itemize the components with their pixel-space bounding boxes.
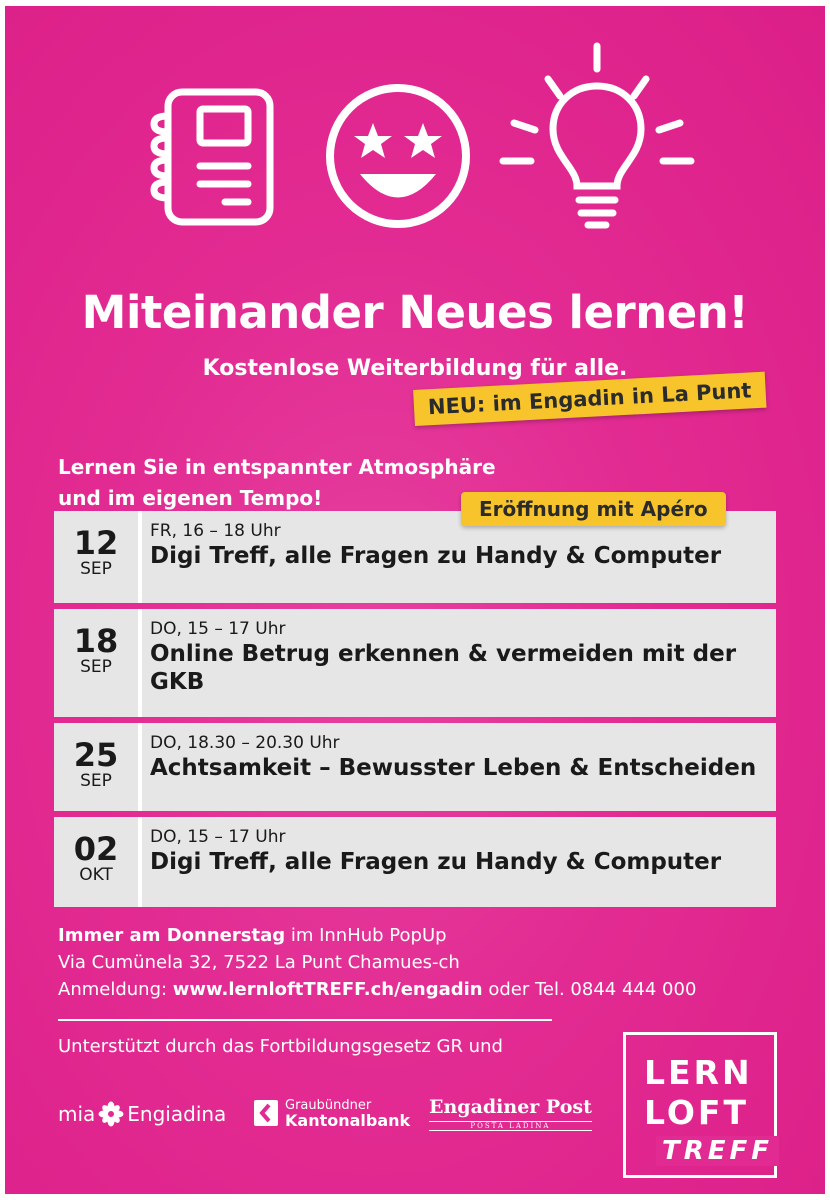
logo-line-2: LOFT xyxy=(644,1093,749,1132)
opening-badge: Eröffnung mit Apéro xyxy=(461,492,726,526)
registration-prefix: Anmeldung: xyxy=(58,979,173,1000)
subline: Kostenlose Weiterbildung für alle. xyxy=(202,356,628,381)
sponsor-engadiner-post xyxy=(429,1096,592,1131)
venue-name: im InnHub PopUp xyxy=(285,925,447,946)
logo-line-3: TREFF xyxy=(656,1136,779,1166)
intro-line-2: und im eigenen Tempo! xyxy=(58,486,323,510)
mia-suffix: Engiadina xyxy=(127,1102,227,1126)
event-item xyxy=(54,723,776,811)
event-date xyxy=(54,723,138,811)
intro-line-1: Lernen Sie in entspannter Atmosphäre xyxy=(58,455,496,479)
star-eyes-smiley-icon xyxy=(330,88,466,224)
poster xyxy=(5,6,825,1194)
new-location-badge: NEU: im Engadin in La Punt xyxy=(413,372,766,426)
event-day: 02 xyxy=(73,830,119,868)
event-title: Digi Treff, alle Fragen zu Handy & Computer xyxy=(150,849,722,875)
event-title: Digi Treff, alle Fragen zu Handy & Computer xyxy=(150,543,722,569)
event-day: 25 xyxy=(73,736,119,774)
flower-icon xyxy=(98,1101,124,1127)
event-time: DO, 15 – 17 Uhr xyxy=(150,619,286,639)
headline: Miteinander Neues lernen! xyxy=(81,286,749,339)
event-details xyxy=(142,609,776,717)
event-day: 12 xyxy=(73,524,119,562)
event-date xyxy=(54,511,138,603)
event-month: SEP xyxy=(80,771,112,791)
event-title: Online Betrug erkennen & vermeiden mit der GKB xyxy=(150,641,737,695)
gkb-shield-icon xyxy=(253,1099,279,1127)
ep-name: Engadiner Post xyxy=(429,1096,592,1118)
logo-line-1: LERN xyxy=(644,1053,753,1092)
registration-phone: oder Tel. 0844 444 000 xyxy=(482,979,697,1000)
divider xyxy=(58,1019,552,1021)
gkb-text xyxy=(285,1098,410,1128)
lightbulb-icon xyxy=(503,46,691,225)
sponsor-mia-engiadina xyxy=(58,1101,226,1127)
event-day: 18 xyxy=(73,622,119,660)
intro-text xyxy=(58,452,496,514)
event-month: SEP xyxy=(80,559,112,579)
event-item xyxy=(54,609,776,717)
support-text: Unterstützt durch das Fortbildungsgesetz GR und xyxy=(58,1036,503,1057)
event-item xyxy=(54,817,776,907)
registration-link[interactable]: www.lernloftTREFF.ch/engadin xyxy=(172,979,483,1000)
event-time: DO, 18.30 – 20.30 Uhr xyxy=(150,733,340,753)
event-time: DO, 15 – 17 Uhr xyxy=(150,827,286,847)
gkb-line-1: Graubündner xyxy=(285,1098,372,1113)
event-date xyxy=(54,609,138,717)
ep-sub: POSTA LADINA xyxy=(429,1121,592,1131)
sponsor-gkb xyxy=(253,1098,410,1128)
registration-line xyxy=(58,976,696,1003)
event-title: Achtsamkeit – Bewusster Leben & Entscheiden xyxy=(150,755,757,781)
lernloft-treff-logo xyxy=(623,1032,777,1178)
event-month: SEP xyxy=(80,657,112,677)
event-month: OKT xyxy=(79,865,113,885)
mia-prefix: mia xyxy=(58,1102,96,1126)
event-time: FR, 16 – 18 Uhr xyxy=(150,521,281,541)
venue-bold-prefix: Immer am Donnerstag xyxy=(58,925,286,946)
venue-address: Via Cumünela 32, 7522 La Punt Chamues-ch xyxy=(58,952,460,973)
icon-row xyxy=(5,6,825,266)
venue-info xyxy=(58,922,696,1003)
venue-line xyxy=(58,922,696,949)
notebook-icon xyxy=(154,92,270,222)
event-details xyxy=(142,817,776,907)
event-date xyxy=(54,817,138,907)
event-details xyxy=(142,723,776,811)
gkb-line-2: Kantonalbank xyxy=(285,1111,411,1130)
